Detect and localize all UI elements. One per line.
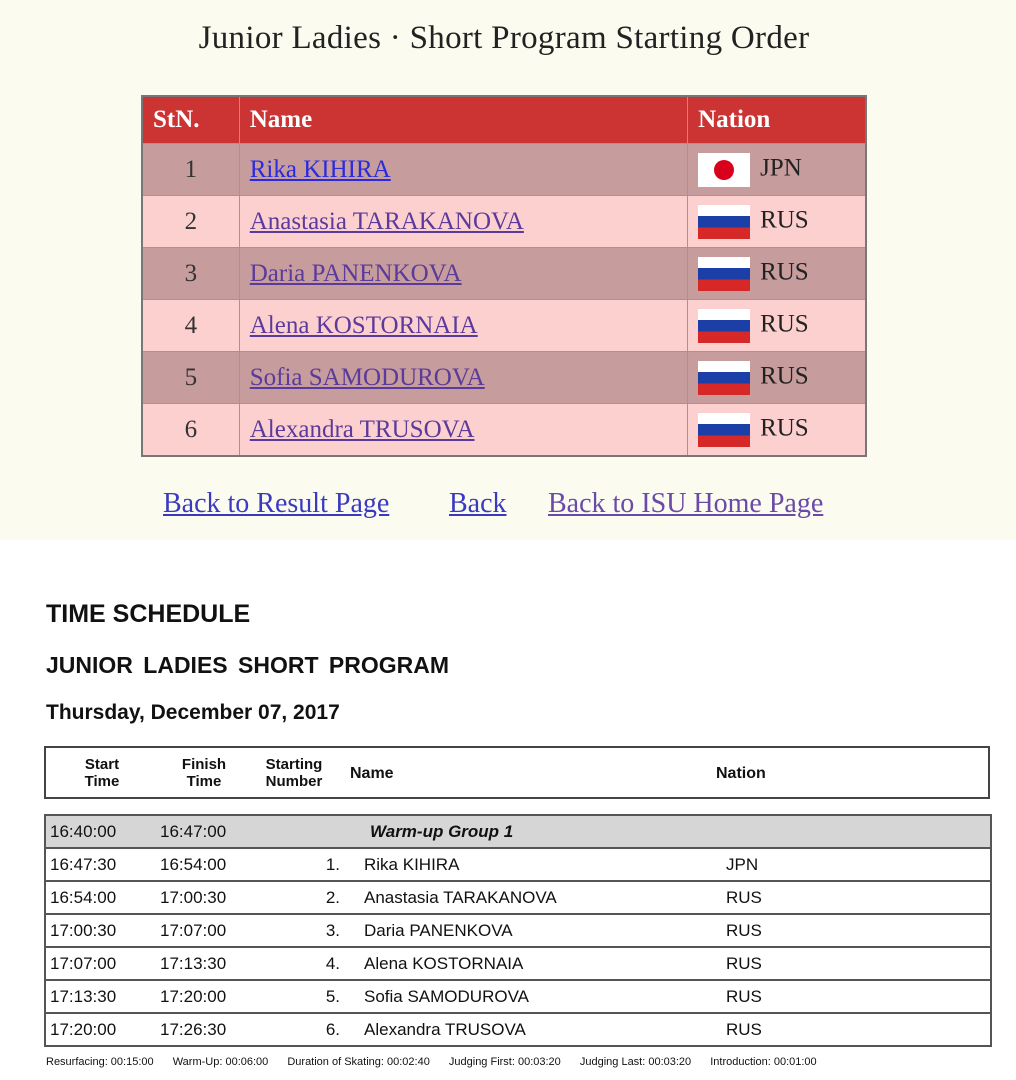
table-row: [142, 352, 866, 404]
schedule-table: [44, 814, 992, 1047]
skater-link[interactable]: Daria PANENKOVA: [249, 259, 462, 287]
skater-link[interactable]: Anastasia TARAKANOVA: [249, 207, 524, 235]
skater-link[interactable]: Rika KIHIRA: [249, 155, 391, 183]
event-date: Thursday, December 07, 2017: [46, 701, 340, 724]
skater-link[interactable]: Sofia SAMODUROVA: [249, 363, 485, 391]
schedule-row: [45, 1013, 991, 1046]
skater-name: Daria PANENKOVA: [358, 914, 712, 947]
finish-time: 17:13:30: [156, 947, 270, 980]
flag-japan-icon: [698, 153, 750, 187]
finish-time: 17:00:30: [156, 881, 270, 914]
page-title: Junior Ladies · Short Program Starting Order: [198, 20, 810, 56]
nation-code: RUS: [760, 258, 809, 286]
skater-name: Rika KIHIRA: [358, 848, 712, 881]
footer-introduction: Introduction: 00:01:00: [710, 1056, 817, 1068]
finish-time: 17:20:00: [156, 980, 270, 1013]
start-number: 3: [142, 248, 239, 300]
start-number: 1: [142, 144, 239, 196]
start-number: 5: [142, 352, 239, 404]
nation-code: JPN: [760, 154, 802, 182]
nation-code: RUS: [712, 1013, 991, 1046]
starting-number: 4.: [270, 947, 358, 980]
skater-name: Alena KOSTORNAIA: [358, 947, 712, 980]
skater-link[interactable]: Alexandra TRUSOVA: [249, 415, 475, 443]
start-time: 16:40:00: [45, 815, 156, 848]
nation-code: RUS: [760, 414, 809, 442]
start-time: 17:00:30: [45, 914, 156, 947]
skater-name: Sofia SAMODUROVA: [358, 980, 712, 1013]
schedule-row: [45, 947, 991, 980]
start-time: 16:54:00: [45, 881, 156, 914]
footer-resurfacing: Resurfacing: 00:15:00: [46, 1056, 154, 1068]
nation-code: JPN: [712, 848, 991, 881]
starting-number: 6.: [270, 1013, 358, 1046]
nation-code: RUS: [712, 947, 991, 980]
footer-judging-last: Judging Last: 00:03:20: [579, 1056, 692, 1068]
starting-number: 3.: [270, 914, 358, 947]
schedule-row: [45, 848, 991, 881]
nation-code: RUS: [712, 881, 991, 914]
flag-russia-icon: [698, 413, 750, 447]
finish-time: 17:07:00: [156, 914, 270, 947]
table-row: [142, 404, 866, 457]
header-nation: Nation: [716, 765, 766, 782]
footer-warmup: Warm-Up: 00:06:00: [172, 1056, 269, 1068]
flag-russia-icon: [698, 205, 750, 239]
start-time: 16:47:30: [45, 848, 156, 881]
starting-number: 1.: [270, 848, 358, 881]
start-number: 6: [142, 404, 239, 457]
start-time: 17:13:30: [45, 980, 156, 1013]
finish-time: 16:54:00: [156, 848, 270, 881]
table-header-row: [142, 96, 866, 144]
schedule-title: TIME SCHEDULE: [46, 600, 251, 628]
flag-russia-icon: [698, 361, 750, 395]
starting-number: 5.: [270, 980, 358, 1013]
skater-link[interactable]: Alena KOSTORNAIA: [249, 311, 478, 339]
column-header-nation: Nation: [688, 96, 866, 144]
nation-code: RUS: [712, 980, 991, 1013]
nation-code: RUS: [760, 362, 809, 390]
start-number: 2: [142, 196, 239, 248]
nation-code: RUS: [712, 914, 991, 947]
flag-russia-icon: [698, 257, 750, 291]
finish-time: 17:26:30: [156, 1013, 270, 1046]
event-title: JUNIOR LADIES SHORT PROGRAM: [46, 652, 450, 678]
footer-duration: Duration of Skating: 00:02:40: [287, 1056, 430, 1068]
header-name: Name: [350, 765, 394, 782]
table-row: [142, 144, 866, 196]
table-row: [142, 196, 866, 248]
schedule-row: [45, 914, 991, 947]
starting-number: 2.: [270, 881, 358, 914]
skater-name: Alexandra TRUSOVA: [358, 1013, 712, 1046]
schedule-row: [45, 980, 991, 1013]
schedule-footer: [46, 1056, 833, 1068]
back-to-result-link[interactable]: Back to Result Page: [163, 488, 390, 519]
header-finish-time: Finish Time: [181, 756, 227, 790]
start-number: 4: [142, 300, 239, 352]
table-row: [142, 300, 866, 352]
footer-judging-first: Judging First: 00:03:20: [448, 1056, 561, 1068]
finish-time: 16:47:00: [156, 815, 270, 848]
warmup-group-label: Warm-up Group 1: [358, 815, 991, 848]
time-schedule-panel: [0, 540, 1016, 1080]
schedule-row: [45, 881, 991, 914]
table-row: [142, 248, 866, 300]
back-link[interactable]: Back: [449, 488, 507, 519]
nation-code: RUS: [760, 310, 809, 338]
flag-russia-icon: [698, 309, 750, 343]
starting-order-table: [141, 95, 867, 457]
schedule-header: [44, 746, 990, 799]
start-time: 17:20:00: [45, 1013, 156, 1046]
warmup-row: [45, 815, 991, 848]
start-time: 17:07:00: [45, 947, 156, 980]
column-header-stn: StN.: [142, 96, 239, 144]
header-start-time: Start Time: [84, 756, 120, 790]
back-to-isu-home-link[interactable]: Back to ISU Home Page: [548, 488, 824, 519]
column-header-name: Name: [239, 96, 687, 144]
skater-name: Anastasia TARAKANOVA: [358, 881, 712, 914]
header-starting-number: Starting Number: [265, 756, 323, 790]
nation-code: RUS: [760, 206, 809, 234]
